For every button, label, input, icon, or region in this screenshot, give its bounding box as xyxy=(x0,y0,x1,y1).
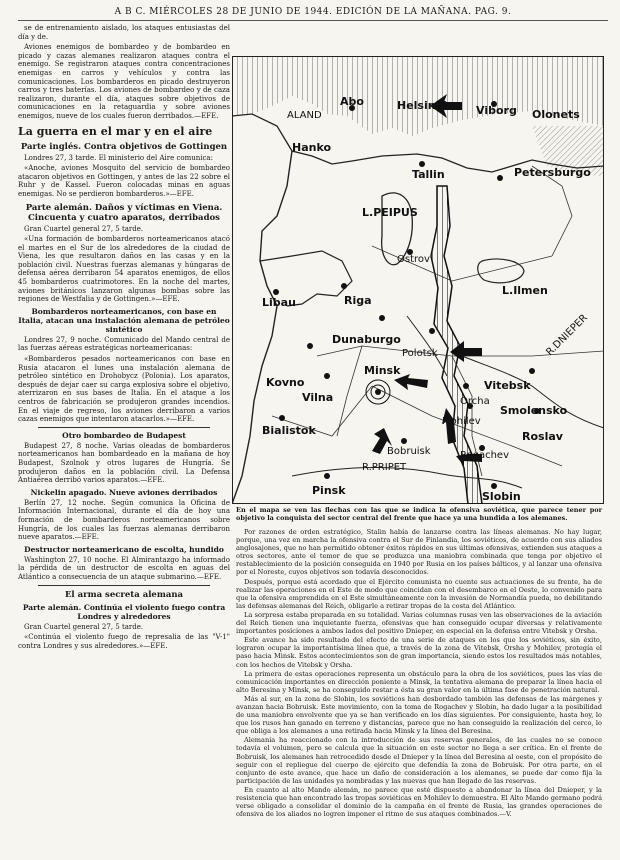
label-riga: Riga xyxy=(344,294,372,307)
label-rogachev: Rogachev xyxy=(460,450,509,461)
label-viborg: Viborg xyxy=(476,104,517,117)
label-dunaburgo: Dunaburgo xyxy=(332,333,401,346)
label-libau: Libau xyxy=(262,296,296,309)
label-tallin: Tallin xyxy=(412,168,445,181)
subhead-budapest: Otro bombardeo de Budapest xyxy=(62,430,186,440)
article-paragraph: Este avance ha sido resultado del efecto de una serie de ataques en los que los soviéticos, sin éxito, lograron ocupar la importantísima línea que, a través de la zona de Vitebsk, Orsha y Mohilev, protegía el paso hacia Minsk. Estos acontecimientos son de gran importancia, siendo estos los resultados más notables, con los hechos de Vitebsk y Orsha. xyxy=(236,636,602,669)
label-pripet: R.PRIPET xyxy=(362,462,407,473)
label-dnieper: R.DNIEPER xyxy=(544,312,590,359)
label-aland: ALAND xyxy=(287,110,322,121)
label-slobin: Slobin xyxy=(482,490,521,503)
article-paragraph: «Una formación de bombarderos norteamericanos atacó el martes en el Sur de los alrededores de la ciudad de Viena, les que resultaron daños en las casas y en la población civil. Nuestras fuerzas alemanas y húngaras de defensa aérea derribaron 54 aparatos enemigos, de ellos 45 bombarderos cuatrimotores. En la noche del martes, aviones británicos lanzaron algunas bombas sobre las regiones de Westfalia y de Gottingen.»—EFE. xyxy=(18,235,230,304)
article-paragraph: Washington 27, 10 noche. El Almirantazgo ha informado la pérdida de un destructor de escolta en aguas del Atlántico a consecuencia de un ataque submarino.—EFE. xyxy=(18,555,230,581)
label-abo: Abo xyxy=(340,95,364,108)
article-paragraph: «Bombarderos pesados norteamericanos con base en Rusia atacaron el lunes una instalación alemana de petróleo sintético en Drohobycz (Polonia). Los aparatos, después de dejar caer su carga explosiva sobre el objetivo, aterrizaron en sus bases de Italia. En el ataque a los centros de fabricación se produjeron grandes incendios. En el viaje de regreso, los aviones derribaron a varios cazas enemigos que intentaron atacarlos.»—EFE. xyxy=(18,355,230,424)
label-pinsk: Pinsk xyxy=(312,484,346,497)
label-bialistok: Bialistok xyxy=(262,424,316,437)
divider xyxy=(38,585,210,586)
article-paragraph: Después, porque está acordado que el Ejército comunista no cuente sus actuaciones de su frente, ha de realizar las operaciones en el Este de modo que coincidan con el desembarco en el Oeste, lo convenido para que la ofensiva emprendida en el Este simultáneamente con la invasión de Normandía pueda, no debilitando las defensas alemanas del Reich, obligarle a retirar tropas de la costa del Atlántico. xyxy=(236,577,602,610)
article-paragraph: La primera de estas operaciones representa un obstáculo para la obra de los soviéticos, pues las vías de comunicación importantes en dirección poniente a Minsk, la tentativa alemana de preparar la línea hacia el alto Beresina y Minsk, se ha conseguido restar a ésta su gran valor en la última fase de penetración natural. xyxy=(236,669,602,694)
subhead-planes-downed: Nickelin apagado. Nueve aviones derribados xyxy=(30,487,218,497)
label-hanko: Hanko xyxy=(292,141,332,154)
article-paragraph: Gran Cuartel general 27, 5 tarde. xyxy=(24,622,144,631)
label-smolensko: Smolensko xyxy=(500,404,568,417)
map-caption: En el mapa se ven las flechas con las que se indica la ofensiva soviética, que parece tener por objetivo la conquista del sector central del frente que hace ya una hundida a los alemanes. xyxy=(236,506,602,522)
label-mohilev: Mohilev xyxy=(442,416,481,427)
label-bobruisk: Bobruisk xyxy=(387,446,431,457)
article-paragraph: Londres 27, 3 tarde. El ministerio del Aire comunica: xyxy=(24,153,213,162)
article-paragraph: Berlín 27, 12 noche. Según comunica la Oficina de Información Internacional, durante el día de hoy una formación de bombarderos norteamericanos sobre Hungría, de los cuales las fuerzas alemanas derribaron nueve aparatos.—EFE. xyxy=(18,498,230,542)
label-helsinki: Helsinki xyxy=(397,99,447,112)
intro-paragraph: Aviones enemigos de bombardeo y de bombardeo en picado y cazas alemanes realizaron ataques contra el enemigo. Se registraron ataques contra concentraciones enemigas en carros y vehículos y contra las comunicaciones. Los bombarderos en picado destruyeron carros y tres baterías. Los aviones de bombardeo y de caza realizaron, durante el día, ataques sobre objetivos de comunicaciones en la retaguardia y sobre aviones enemigos, nueve de los cuales fueron derribados.—EFE. xyxy=(18,43,230,120)
label-ostrov: Ostrov xyxy=(397,254,430,265)
subhead-destroyer: Destructor norteamericano de escolta, hundido xyxy=(24,544,224,554)
left-column xyxy=(18,24,230,850)
article-paragraph: Más al sur, en la zona de Slobin, los soviéticos han desbordado también las defensas de las márgenes y avanzan hacia Bobruisk. Este movimiento, con la toma de Rogachev y Slobin, ha dado lugar a la posibilidad de una maniobra envolvente que ya se han verificado en los días siguientes. Por consiguiente, hasta hoy, lo que los rusos han ganado en terreno y distancias, parece que no han conseguido la realización del cerco, lo que obliga a los alemanes a una retirada hacia Minsk y la línea del Beresina. xyxy=(236,694,602,736)
subhead-synthetic-petrol: Bombarderos norteamericanos, con base en Italia, atacan una instalación alemana de petróleo sintético xyxy=(18,306,230,334)
subhead-gottingen: Parte inglés. Contra objetivos de Gottingen xyxy=(20,141,228,152)
subhead-secret-weapon: El arma secreta alemana xyxy=(64,589,184,600)
intro-paragraph: se de entrenamiento aislado, los ataques entusiastas del día y de. xyxy=(18,24,230,41)
article-paragraph: Londres 27, 9 noche. Comunicado del Mando central de las fuerzas aéreas estratégicas norteamericanas: xyxy=(18,335,230,353)
label-minsk: Minsk xyxy=(364,364,401,377)
article-paragraph: La sorpresa estaba preparada en su totalidad. Varias columnas rusas ven las observaciones de la aviación del Reich tienen una inquietante fuerza, ofensivas que han conseguido ocupar diversas y relativamente importantes posiciones a ambos lados del positivo Dnieper, en especial en la defensa entre Vitebsk y Orsha. xyxy=(236,610,602,636)
label-olonets: Olonets xyxy=(532,108,580,121)
main-article xyxy=(236,528,602,850)
article-paragraph: Gran Cuartel general 27, 5 tarde. xyxy=(24,224,144,233)
divider xyxy=(38,427,210,428)
front-map xyxy=(232,56,604,504)
subhead-vienna: Parte alemán. Daños y víctimas en Viena. Cincuenta y cuatro aparatos, derribados xyxy=(25,202,223,223)
article-paragraph: Por razones de orden estratégico, Stalin había de lanzarse contra las líneas alemanas. No hay lugar, porque, una vez en marcha la ofensiva contra el Sur de Finlandia, los soviéticos, de acuerdo con sus aliados anglosajones, que no han permitido obtener éxitos rápidos en sus últimas ofensivas, extienden sus ataques a otros sectores, ante el temor de que se produzca una maniobra combinada que tenga por objetivo el restablecimiento de la posición conseguida en 1940 por Rusia en los países bálticos, y al lanzar una ofensiva por el Noreste, cuyos objetivos son todavía desconocidos. xyxy=(236,528,602,577)
article-paragraph: «Continúa el violento fuego de represalia de las "V-1" contra Londres y sus alrededores.»—EFE. xyxy=(18,633,230,650)
label-petersburgo: Petersburgo xyxy=(514,166,591,179)
subhead-london-fire: Parte alemán. Continúa el violento fuego contra Londres y alrededores xyxy=(22,602,226,621)
label-polotsk: Polotsk xyxy=(402,348,438,359)
label-peipus: L.PEIPUS xyxy=(362,206,418,219)
label-vitebsk: Vitebsk xyxy=(484,379,531,392)
headline-war-sea-air: La guerra en el mar y en el aire xyxy=(18,124,213,138)
label-ilmen: L.Ilmen xyxy=(502,284,548,297)
article-paragraph: «Anoche, aviones Mosquito del servicio de bombardeo atacaron objetivos en Gottingen, y antes de las 22 sobre el Ruhr y de Kassel. Fueron colocadas minas en aguas enemigas. No se perdieron bombarderos.»—EFE. xyxy=(18,164,230,198)
article-paragraph: En cuanto al alto Mando alemán, no parece que esté dispuesto a abandonar la línea del Dnieper, y la resistencia que han encontrado las tropas soviéticas en Mohilev lo demuestra. El Alto Mando germano podrá verse obligado a consolidar el dominio de la campaña en el frente de Rusia, las grandes operaciones de ofensiva de los aliados no logren imponer el ritmo de sus ataques combinados.—V. xyxy=(236,785,602,819)
label-orsha: Orcha xyxy=(460,396,490,407)
page-header: A B C. MIÉRCOLES 28 DE JUNIO DE 1944. EDICIÓN DE LA MAÑANA. PAG. 9. xyxy=(18,4,608,21)
label-kovno: Kovno xyxy=(266,376,305,389)
label-rosiav: Roslav xyxy=(522,430,563,443)
label-vilna: Vilna xyxy=(302,391,334,404)
article-paragraph: Budapest 27, 8 noche. Varias oleadas de bombarderos norteamericanos han bombardeado en la mañana de hoy Budapest, Szolnok y otros lugares de Hungría. Se produjeron daños en la población civil. La Defensa Antiaérea derribó varios aparatos.—EFE. xyxy=(18,441,230,485)
article-paragraph: Alemania ha reaccionado con la introducción de sus reservas generales, de las cuales no se conoce todavía el volumen, pero se calcula que la situación en este sector no llega a ser crítica. En el frente de Bobruisk, los alemanes han retrocedido desde el Dnieper y la línea del Beresina al oeste, con el propósito de seguir con el repliegue del cuerpo de ejército que defendía la zona de Bobruisk. Por otra parte, en el conjunto de este avance, que hace un daño de consideración a los alemanes, se puede dar como fija la participación de las unidades ya nombradas y las nuevas que han llegado de las reservas. xyxy=(236,736,602,785)
